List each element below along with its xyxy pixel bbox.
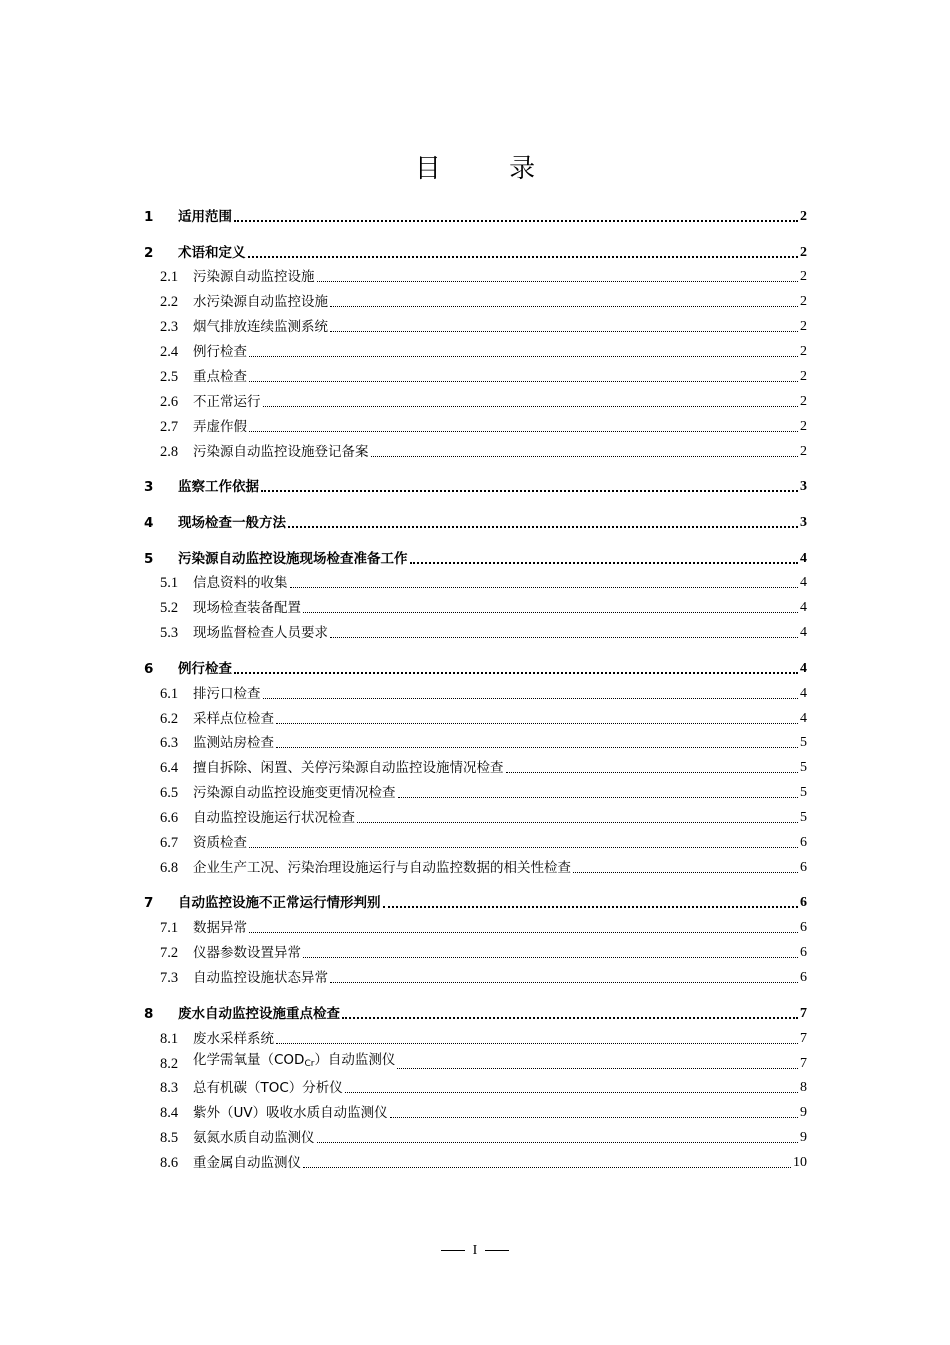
toc-section-entry[interactable] [144,1073,807,1098]
toc-section-entry[interactable] [144,912,807,937]
toc-entry-title-text: 氨氮水质自动监测仪 [193,1130,315,1147]
toc-entry-page: 2 [800,209,807,224]
toc-entry-number: 6.1 [160,685,179,702]
toc-entry-title-text: 例行检查 [193,344,247,361]
toc-entry-title-text: 不正常运行 [193,393,261,410]
toc-entry-number: 5.1 [160,575,179,592]
toc-entry-title-text: 污染源自动监控设施登记备案 [193,443,369,460]
toc-entry-title-text: 重点检查 [193,369,247,386]
toc-dot-leader [234,219,798,222]
toc-entry-number: 8.4 [160,1105,179,1122]
toc-entry-number: 1 [144,209,154,225]
toc-entry-title [193,574,288,592]
toc-gap [144,877,807,887]
toc-entry-title-text: 资质检查 [193,835,247,851]
toc-entry-page: 2 [800,269,807,285]
table-of-contents [144,200,807,1172]
toc-chapter-entry[interactable] [144,200,807,226]
toc-section-entry[interactable] [144,1122,807,1147]
toc-section-entry[interactable] [144,1147,807,1172]
toc-entry-number: 8.2 [160,1055,179,1072]
toc-entry-number: 6.7 [160,835,179,851]
toc-entry-page: 4 [800,710,807,726]
toc-entry-title [193,1104,388,1122]
toc-entry-page: 7 [800,1055,807,1071]
toc-entry-page: 2 [800,244,807,260]
toc-entry-title-text: 监察工作依据 [178,479,259,496]
toc-dot-leader [317,1141,799,1143]
toc-entry-title [193,834,247,852]
toc-dot-leader [330,981,798,983]
toc-entry-title [193,710,274,728]
toc-entry-page: 9 [800,1130,807,1146]
toc-entry-title-text: 监测站房检查 [193,735,274,752]
toc-entry-number: 6.3 [160,735,179,752]
toc-entry-title [178,478,259,496]
toc-entry-title [193,599,301,617]
toc-entry-title-text: 烟气排放连续监测系统 [193,319,328,336]
toc-dot-leader [276,1042,798,1044]
toc-entry-title-text: 现场监督检查人员要求 [193,625,328,642]
toc-section-entry[interactable] [144,1048,807,1073]
toc-entry-number: 7.1 [160,920,179,937]
toc-gap [144,987,807,997]
toc-entry-title [193,809,355,827]
toc-entry-number: 6.8 [160,859,179,876]
toc-entry-title [193,368,247,386]
toc-entry-title-text: 适用范围 [178,209,232,225]
toc-dot-leader [263,405,799,407]
toc-entry-page: 5 [800,810,807,826]
page-footer [0,1243,950,1259]
toc-entry-number: 7.3 [160,970,179,987]
toc-section-entry[interactable] [144,262,807,287]
toc-entry-number: 8 [144,1005,154,1022]
toc-entry-page: 6 [800,945,807,961]
toc-entry-number: 6 [144,660,154,677]
toc-entry-subscript: Cr [304,1058,315,1069]
toc-entry-title [193,343,247,361]
toc-section-entry[interactable] [144,1097,807,1122]
toc-entry-title-text: 自动监控设施不正常运行情形判别 [178,895,381,912]
toc-entry-title [178,244,246,262]
toc-entry-page: 4 [800,600,807,616]
toc-entry-title-text: 污染源自动监控设施现场检查准备工作 [178,550,408,567]
toc-entry-page: 3 [800,514,807,530]
toc-entry-page: 6 [800,970,807,986]
page-title: 目 录 [414,154,566,184]
toc-entry-number: 5 [144,550,154,567]
toc-entry-title [193,1030,274,1048]
toc-dot-leader [303,956,798,958]
toc-dot-leader [303,1166,791,1168]
toc-entry-number: 6.4 [160,760,179,777]
toc-entry-title [178,514,286,532]
footer-page-number: I [472,1243,478,1258]
toc-dot-leader [330,636,798,638]
toc-dot-leader [261,489,798,492]
toc-entry-number: 8.3 [160,1080,179,1097]
toc-gap [144,461,807,471]
toc-entry-title-text: 采样点位检查 [193,710,274,727]
toc-dot-leader [248,255,799,258]
toc-entry-title [178,550,408,568]
toc-entry-title [193,624,328,642]
toc-dot-leader [371,455,799,457]
toc-entry-page: 2 [800,344,807,360]
toc-entry-title [193,418,247,436]
toc-chapter-entry[interactable] [144,886,807,912]
toc-chapter-entry[interactable] [144,542,807,568]
toc-section-entry[interactable] [144,937,807,962]
toc-section-entry[interactable] [144,678,807,703]
toc-dot-leader [397,1067,798,1069]
toc-entry-number: 6.6 [160,810,179,827]
toc-entry-title [193,443,369,461]
toc-entry-page: 9 [800,1105,807,1121]
toc-entry-page: 2 [800,418,807,434]
toc-entry-title [193,685,261,703]
toc-entry-title-text: 废水采样系统 [193,1030,274,1047]
toc-entry-page: 3 [800,479,807,495]
toc-dot-leader [573,871,798,873]
toc-dot-leader [357,821,798,823]
toc-entry-title-suffix: ）自动监测仪 [314,1051,396,1068]
toc-dot-leader [276,722,798,724]
toc-entry-page: 6 [800,920,807,936]
toc-section-entry[interactable] [144,361,807,386]
toc-chapter-entry[interactable] [144,997,807,1023]
footer-left-dash [441,1250,465,1251]
toc-entry-title-text: 例行检查 [178,660,232,677]
toc-gap [144,532,807,542]
toc-entry-page: 7 [800,1030,807,1046]
toc-dot-leader [263,697,799,699]
toc-entry-title-text: 排污口检查 [193,685,261,702]
toc-dot-leader [330,305,798,307]
toc-entry-page: 5 [800,760,807,776]
toc-entry-page: 4 [800,660,807,676]
toc-entry-title [193,759,504,777]
toc-gap [144,642,807,652]
toc-entry-title-text: 术语和定义 [178,244,246,261]
toc-entry-number: 4 [144,514,154,531]
toc-entry-title-text: 自动监控设施运行状况检查 [193,810,355,827]
footer-right-dash [485,1250,509,1251]
toc-entry-number: 8.6 [160,1155,179,1172]
toc-chapter-entry[interactable] [144,652,807,678]
toc-entry-page: 2 [800,393,807,409]
toc-entry-number: 2.8 [160,443,179,460]
toc-entry-title-text: 化学需氧量（COD [193,1051,305,1068]
toc-section-entry[interactable] [144,311,807,336]
toc-section-entry[interactable] [144,617,807,642]
toc-entry-page: 2 [800,369,807,385]
toc-entry-number: 5.3 [160,625,179,642]
toc-section-entry[interactable] [144,802,807,827]
toc-entry-title-text: 废水自动监控设施重点检查 [178,1005,340,1022]
toc-entry-title [178,1005,340,1023]
toc-entry-title [193,734,274,752]
toc-entry-title-text: 现场检查一般方法 [178,514,286,531]
toc-entry-title-text: 擅自拆除、闲置、关停污染源自动监控设施情况检查 [193,760,504,777]
toc-entry-title-text: 重金属自动监测仪 [193,1155,301,1172]
toc-entry-title-text: 弄虚作假 [193,418,247,435]
toc-section-entry[interactable] [144,827,807,852]
toc-entry-title [178,894,381,912]
toc-entry-title-text: 自动监控设施状态异常 [193,970,328,987]
toc-section-entry[interactable] [144,777,807,802]
toc-dot-leader [383,905,799,908]
toc-entry-title-text: 数据异常 [193,920,247,937]
toc-entry-title-text: 企业生产工况、污染治理设施运行与自动监控数据的相关性检查 [193,859,571,876]
toc-dot-leader [288,525,798,528]
toc-section-entry[interactable] [144,592,807,617]
toc-section-entry[interactable] [144,1023,807,1048]
toc-chapter-entry[interactable] [144,470,807,496]
toc-entry-title-text: 仪器参数设置异常 [193,945,301,962]
toc-chapter-entry[interactable] [144,236,807,262]
toc-dot-leader [249,380,798,382]
toc-section-entry[interactable] [144,286,807,311]
toc-entry-page: 4 [800,685,807,701]
toc-dot-leader [276,746,798,748]
toc-entry-title-text: 污染源自动监控设施变更情况检查 [193,785,396,802]
toc-dot-leader [249,931,798,933]
toc-entry-title [193,1129,315,1147]
toc-entry-title-text: 紫外（UV）吸收水质自动监测仪 [193,1105,388,1122]
toc-section-entry[interactable] [144,411,807,436]
toc-entry-title [193,318,328,336]
toc-dot-leader [249,355,798,357]
toc-entry-page: 4 [800,550,807,566]
toc-section-entry[interactable] [144,336,807,361]
toc-entry-title-text: 信息资料的收集 [193,575,288,592]
toc-entry-number: 6.2 [160,710,179,727]
toc-chapter-entry[interactable] [144,506,807,532]
toc-entry-number: 2.5 [160,369,179,386]
toc-dot-leader [342,1016,798,1019]
toc-entry-page: 5 [800,785,807,801]
toc-entry-title [193,969,328,987]
toc-entry-title [178,208,232,226]
toc-entry-number: 5.2 [160,600,179,617]
toc-section-entry[interactable] [144,568,807,593]
toc-entry-page: 4 [800,625,807,641]
toc-section-entry[interactable] [144,752,807,777]
toc-entry-title-text: 总有机碳（TOC）分析仪 [193,1080,343,1097]
toc-entry-title-text: 水污染源自动监控设施 [193,294,328,311]
toc-section-entry[interactable] [144,436,807,461]
toc-dot-leader [317,280,799,282]
toc-section-entry[interactable] [144,703,807,728]
toc-section-entry[interactable] [144,852,807,877]
toc-entry-page: 2 [800,319,807,335]
toc-section-entry[interactable] [144,386,807,411]
toc-entry-title [193,268,315,286]
toc-dot-leader [249,846,798,848]
toc-entry-number: 2.1 [160,269,179,286]
toc-section-entry[interactable] [144,728,807,753]
toc-dot-leader [398,796,799,798]
toc-dot-leader [330,330,798,332]
toc-entry-page: 6 [800,835,807,850]
toc-entry-title [193,919,247,937]
toc-gap [144,226,807,236]
toc-entry-number: 3 [144,479,154,496]
toc-entry-page: 7 [800,1005,807,1021]
toc-entry-number: 6.5 [160,785,179,802]
toc-entry-number: 8.5 [160,1130,179,1147]
toc-entry-page: 2 [800,443,807,459]
toc-dot-leader [303,611,798,613]
toc-entry-number: 2.3 [160,319,179,336]
toc-entry-title [193,859,571,877]
toc-entry-page: 10 [793,1155,807,1171]
toc-entry-number: 8.1 [160,1030,179,1047]
toc-entry-number: 2.6 [160,393,179,410]
toc-entry-number: 7.2 [160,945,179,962]
toc-entry-number: 2.4 [160,344,179,361]
toc-entry-page: 8 [800,1080,807,1096]
toc-dot-leader [290,586,799,588]
toc-entry-title-text: 污染源自动监控设施 [193,269,315,286]
toc-entry-number: 2 [144,244,154,261]
toc-entry-title [193,784,396,802]
toc-entry-page: 5 [800,735,807,751]
toc-entry-page: 2 [800,294,807,310]
toc-entry-title [193,1154,301,1172]
toc-entry-number: 7 [144,895,154,912]
toc-entry-page: 4 [800,575,807,591]
toc-entry-number: 2.2 [160,294,179,311]
toc-entry-number: 2.7 [160,418,179,435]
toc-dot-leader [345,1091,798,1093]
toc-entry-title [193,293,328,311]
toc-entry-title [193,1079,343,1097]
toc-entry-page: 6 [800,859,807,875]
toc-entry-title [178,660,232,678]
toc-dot-leader [234,671,798,674]
toc-section-entry[interactable] [144,962,807,987]
toc-entry-title [193,393,261,411]
toc-entry-title-text: 现场检查装备配置 [193,600,301,617]
toc-dot-leader [390,1116,798,1118]
toc-dot-leader [506,771,799,773]
toc-dot-leader [249,430,798,432]
toc-entry-page: 6 [800,895,807,911]
toc-dot-leader [410,561,799,564]
toc-gap [144,496,807,506]
toc-entry-title [193,944,301,962]
toc-entry-title [193,1051,395,1073]
